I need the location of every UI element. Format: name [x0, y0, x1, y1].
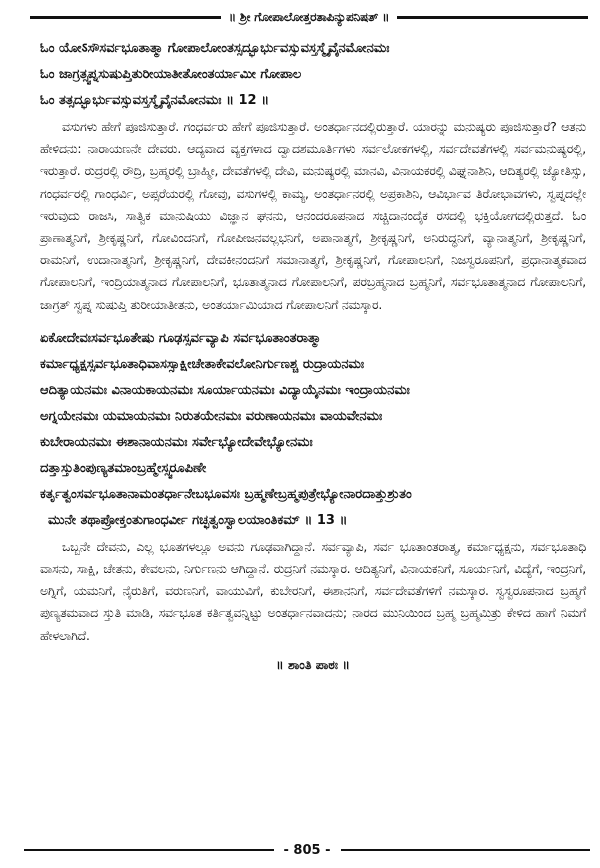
header-title: ॥ ಶ್ರೀ ಗೋಪಾಲೋತ್ತರತಾಪಿನ್ಯುಪನಿಷತ್ ॥: [228, 9, 390, 24]
verse-line: ಕುಬೇರಾಯನಮಃ ಈಶಾನಾಯನಮಃ ಸರ್ವೇಭ್ಯೋದೇವೇಭ್ಯೋನಮಃ: [40, 434, 313, 450]
commentary-12: [40, 116, 586, 316]
footer-rule-left: [24, 849, 274, 851]
verse-line: ಓಂ ಜಾಗ್ರತ್ಸ್ವಪ್ನಸುಷುಪ್ತಿತುರೀಯಾತೀತೋಂತರ್ಯಾಮೀ ಗೋಪಾಲ: [40, 67, 302, 82]
verse-13: [40, 326, 586, 534]
verse-line: ಕರ್ಮಾಧ್ಯಕ್ಷಸ್ಸರ್ವಭೂತಾಧಿವಾಸಸ್ಸಾಕ್ಷೀಚೇತಾಕೇವಲೋನಿರ್ಗುಣಶ್ಚ ರುದ್ರಾಯನಮಃ: [40, 356, 365, 372]
commentary-13: [40, 536, 586, 647]
commentary-paragraph: ವಸುಗಳು ಹೇಗೆ ಪೂಜಿಸುತ್ತಾರೆ. ಗಂಧರ್ವರು ಹೇಗೆ ಪೂಜಿಸುತ್ತಾರೆ. ಅಂತರ್ಧಾನದಲ್ಲಿರುತ್ತಾರೆ. ಯಾರನ್ನು ಮನುಷ್ಯರು ಪೂಜಿಸುತ್ತಾರೆ? ಆತನು ಹೇಳಿದನು: ನಾರಾಯಣನೇ ದೇವರು. ಆದ್ಯವಾದ ವ್ಯಕ್ತಗಳಾದ ದ್ವಾದಶಮೂರ್ತಿಗಳು ಸರ್ವಲೋಕಗಳಲ್ಲಿ, ಸರ್ವದೇವತೆಗಳಲ್ಲಿ ಸರ್ವಮನುಷ್ಯರಲ್ಲಿ, ಇರುತ್ತಾರೆ. ರುದ್ರರಲ್ಲಿ ರೌದ್ರಿ, ಬ್ರಹ್ಮರಲ್ಲಿ ಬ್ರಾಹ್ಮೀ, ದೇವತೆಗಳಲ್ಲಿ ದೇವಿ, ಮನುಷ್ಯರಲ್ಲಿ ಮಾನವಿ, ವಿನಾಯಕರಲ್ಲಿ ವಿಘ್ನನಾಶಿನಿ, ಆದಿತ್ಯರಲ್ಲಿ ಜ್ಯೋತಿಸ್ಸು, ಗಂಧರ್ವರಲ್ಲಿ ಗಾಂಧರ್ವಿ, ಅಪ್ಸರೆಯರಲ್ಲಿ ಗೋವು, ವಸುಗಳಲ್ಲಿ ಕಾಮ್ಯ, ಅಂತರ್ಧಾನರಲ್ಲಿ ಅಪ್ರಕಾಶಿನಿ, ಆವಿರ್ಭಾವ ತಿರೋಭಾವಗಳು, ಸ್ವಪ್ನದಲ್ಲೇ ಇರುವುದು ರಾಜಸಿ, ಸಾತ್ವಿಕ ಮಾನುಷಿಯು ವಿಜ್ಞಾನ ಘನನು, ಆನಂದರೂಪನಾದ ಸಚ್ಚಿದಾನಂದೈಕ ರಸದಲ್ಲಿ ಭಕ್ತಿಯೋಗದಲ್ಲಿರುತ್ತದೆ. ಓಂ ಪ್ರಾಣಾತ್ಮನಿಗೆ, ಶ್ರೀಕೃಷ್ಣನಿಗೆ, ಗೋವಿಂದನಿಗೆ, ಗೋಪೀಜನವಲ್ಲಭನಿಗೆ, ಅಪಾನಾತ್ಮಗೆ, ಶ್ರೀಕೃಷ್ಣನಿಗೆ, ಅನಿರುದ್ಧನಿಗೆ, ವ್ಯಾನಾತ್ಮನಿಗೆ, ಶ್ರೀಕೃಷ್ಣನಿಗೆ, ರಾಮನಿಗೆ, ಉದಾನಾತ್ಮನಿಗೆ, ಶ್ರೀಕೃಷ್ಣನಿಗೆ, ದೇವಕೀನಂದನಿಗೆ ಸಮಾನಾತ್ಮಗೆ, ಶ್ರೀಕೃಷ್ಣನಿಗೆ, ಗೋಪಾಲನಿಗೆ, ನಿಜಸ್ವರೂಪನಿಗೆ, ಪ್ರಧಾನಾತ್ಮಕವಾದ ಗೋಪಾಲನಿಗೆ, ಇಂದ್ರಿಯಾತ್ಮನಾದ ಗೋಪಾಲನಿಗೆ, ಭೂತಾತ್ಮನಾದ ಗೋಪಾಲನಿಗೆ, ಪರಬ್ರಹ್ಮನಾದ ಬ್ರಹ್ಮನಿಗೆ, ಸರ್ವಭೂತಾತ್ಮನಾದ ಗೋಪಾಲನಿಗೆ, ಜಾಗ್ರತ್ ಸ್ವಪ್ನ ಸುಷುಪ್ತಿ ತುರೀಯಾತೀತನು, ಅಂತರ್ಯಾಮಿಯಾದ ಗೋಪಾಲನಿಗೆ ನಮಸ್ಕಾರ.: [40, 120, 586, 312]
commentary-paragraph: ಒಬ್ಬನೇ ದೇವನು, ಎಲ್ಲ ಭೂತಗಳಲ್ಲೂ ಅವನು ಗೂಢವಾಗಿದ್ದಾನೆ. ಸರ್ವವ್ಯಾಪಿ, ಸರ್ವ ಭೂತಾಂತರಾತ್ಮ, ಕರ್ಮಾಧ್ಯಕ್ಷನು, ಸರ್ವಭೂತಾಧಿ ವಾಸನು, ಸಾಕ್ಷಿ, ಚೇತನು, ಕೇವಲನು, ನಿರ್ಗುಣನು ಆಗಿದ್ದಾನೆ. ರುದ್ರನಿಗೆ ನಮಸ್ಕಾರ. ಆದಿತ್ಯನಿಗೆ, ವಿನಾಯಕನಿಗೆ, ಸೂರ್ಯನಿಗೆ, ವಿದ್ಯೆಗೆ, ಇಂದ್ರನಿಗೆ, ಅಗ್ನಿಗೆ, ಯಮನಿಗೆ, ನೈರುತಿಗೆ, ವರುಣನಿಗೆ, ವಾಯುವಿಗೆ, ಕುಬೇರನಿಗೆ, ಈಶಾನನಿಗೆ, ಸರ್ವದೇವತೆಗಳಿಗೆ ನಮಸ್ಕಾರ. ಸ್ವಸ್ವರೂಪನಾದ ಬ್ರಹ್ಮಗೆ ಪುಣ್ಯತಮವಾದ ಸ್ತುತಿ ಮಾಡಿ, ಸರ್ವಭೂತ ಕರ್ತಿತ್ವವನ್ನಿಟ್ಟು ಅಂತರ್ಧಾನವಾದನು; ನಾರದ ಮುನಿಯಿಂದ ಬ್ರಹ್ಮ ಬ್ರಹ್ಮಮಿತ್ರು ಕೇಳಿದ ಹಾಗೆ ನಿಮಗೆ ಹೇಳಲಾಗಿದೆ.: [40, 539, 586, 643]
verse-line: ಮುನೇ ತಥಾಪ್ರೋಕ್ತಂತುಗಾಂಧರ್ವೀ ಗಚ್ಛತ್ವಂಸ್ವಾಲಯಾಂತಿಕಮ್ ॥ 13 ॥: [48, 512, 348, 528]
page-content: [40, 36, 586, 673]
header-rule-left: [30, 16, 221, 19]
page-header: [30, 6, 588, 28]
page-number: - 805 -: [283, 842, 331, 858]
verse-line: ಆದಿತ್ಯಾಯನಮಃ ವಿನಾಯಕಾಯನಮಃ ಸೂರ್ಯಾಯನಮಃ ವಿದ್ಯಾಯೈನಮಃ ಇಂದ್ರಾಯನಮಃ: [40, 382, 410, 398]
verse-line: ಅಗ್ನಯೇನಮಃ ಯಮಾಯನಮಃ ನಿರುತಯೇನಮಃ ವರುಣಾಯನಮಃ ವಾಯವೇನಮಃ: [40, 408, 383, 424]
verse-line: ದತ್ತಾಸ್ತುತಿಂಪುಣ್ಯತಮಾಂಬ್ರಹ್ಮೇಸ್ಸ್ವರೂಪಿಣೇ: [40, 460, 207, 476]
header-rule-right: [397, 16, 588, 19]
verse-12: [40, 36, 586, 114]
closing-title: ॥ ಶಾಂತಿ ಪಾಠಃ ॥: [276, 656, 350, 672]
verse-line: ಕರ್ತೃತ್ವಂಸರ್ವಭೂತಾನಾಮಂತರ್ಧಾನೇಬಭೂವಸಃ ಬ್ರಹ್ಮಣೇಬ್ರಹ್ಮಪುತ್ರೇಭ್ಯೋನಾರದಾತ್ತುಶ್ರುತಂ: [40, 486, 412, 502]
verse-line: ಏಕೋದೇವಃಸರ್ವಭೂತೇಷು ಗೂಢಸ್ಸರ್ವವ್ಯಾಪಿ ಸರ್ವಭೂತಾಂತರಾತ್ಮಾ: [40, 330, 322, 346]
footer-rule-right: [341, 849, 591, 851]
verse-line: ಓಂ ತತ್ಸದ್ಭೂರ್ಭುವಸ್ಸುವಸ್ತಸ್ಮೈವೈನಮೋನಮಃ ॥ 12 ॥: [40, 93, 270, 108]
verse-line: ಓಂ ಯೋऽಸೌಸರ್ವಭೂತಾತ್ಮಾ ಗೋಪಾಲೋಂತಸ್ಸದ್ಭೂರ್ಭುವಸ್ಸುವಸ್ತಸ್ಮೈವೈನಮೋನಮಃ: [40, 41, 390, 56]
page-footer: [24, 840, 590, 860]
